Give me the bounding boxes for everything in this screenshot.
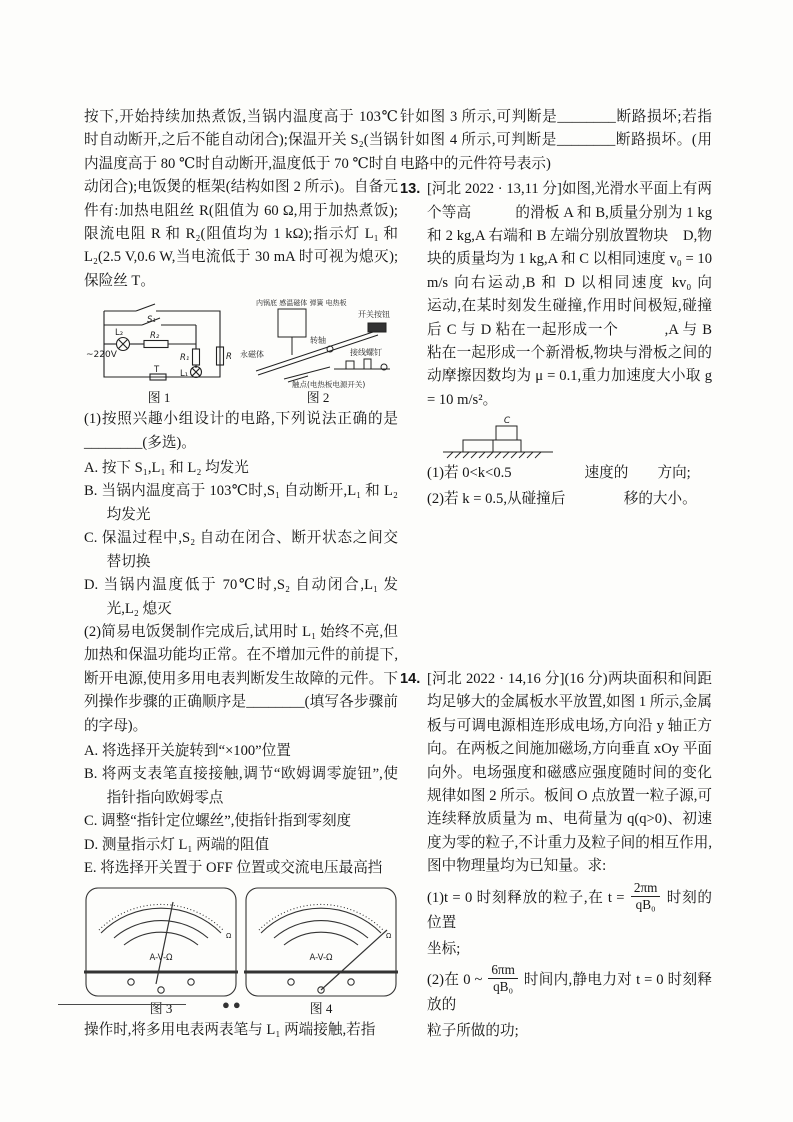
cooker-structure-diagram: [238, 297, 398, 389]
label-contact: 触点(电热板电源开关): [292, 380, 366, 390]
figure-4-caption: 图 4: [309, 1001, 333, 1017]
question-14-part-1: [427, 881, 712, 936]
sliders-diagram: [427, 414, 567, 460]
q2-option-e: E. 将选择开关置于 OFF 位置或交流电压最高挡: [84, 859, 383, 876]
question-13-part-1: (1)若 0<k<0.5 速度的 方向;: [427, 465, 691, 482]
question-14-body: [河北 2022 · 14,16 分](16 分)两块面积和间距均足够大的金属板水平放置,如图 1 所示,金属板与可调电源相连形成电场,方向沿 y 轴正方向。在两板之间施加磁场,方向垂直 xOy 平面向外。电场强度和磁感应强度随时间的变化规律如图 2 所示。板间 O 点放置一粒子源,可连续释放质量为 m、电荷量为 q(q>0)、初速度为零的粒子,不计重力及粒子间的相互作用,图中物理量均为已知量。求:: [427, 671, 712, 875]
closing-line: 操作时,将多用电表两表笔与 L₁ 两端接触,若指: [84, 1022, 376, 1039]
label-top-parts: 内锅底 感温磁体 弹簧 电热板: [256, 299, 347, 308]
q14-p2-line2: 粒子所做的功;: [427, 1022, 519, 1039]
question-13-figure: [427, 414, 712, 460]
figure-3-multimeter: [84, 886, 238, 1017]
figure-1-circuit: [84, 297, 234, 406]
label-t: T: [154, 365, 160, 376]
label-block-c: C: [503, 416, 511, 427]
question-14: [400, 668, 712, 1045]
right-column-q14: [400, 668, 712, 1045]
multimeter-4: [244, 886, 398, 1000]
label-220v: ~220V: [86, 350, 117, 361]
label-axle: 转轴: [310, 336, 326, 346]
q14-p1-denominator: qB₀: [635, 896, 656, 912]
label-r1: R₁: [180, 353, 190, 364]
q14-p1-numerator: 2πm: [631, 881, 661, 897]
q2-option-a: A. 将选择开关旋转到“×100”位置: [84, 742, 291, 759]
continuation-paragraph: 针如图 3 所示,可判断是________断路损坏;若指针如图 4 所示,可判断是________断路损坏。(用电路中的元件符号表示): [400, 109, 712, 172]
q2-option-b: B. 将两支表笔直接接触,调节“欧姆调零旋钮”,使指针指向欧姆零点: [84, 766, 398, 806]
figure-3-caption: 图 3: [149, 1001, 173, 1017]
q1-option-c: C. 保温过程中,S₂ 自动在闭合、断开状态之间交替切换: [84, 530, 398, 570]
q14-p2-suffix: 时间内,静电力对 t = 0 时刻释放的: [427, 971, 712, 1014]
figure-4-multimeter: [244, 886, 398, 1017]
q14-p2-denominator: qB₀: [493, 979, 514, 995]
label-r: R: [226, 352, 232, 363]
question-1-stem: (1)按照兴趣小组设计的电路,下列说法正确的是________(多选)。: [84, 411, 398, 451]
figure-2-structure: [238, 297, 398, 406]
question-13-number: 13.: [400, 181, 421, 198]
intro-paragraph: 按下,开始持续加热煮饭,当锅内温度高于 103℃ 时自动断开,之后不能自动闭合);保温开关 S₂(当锅内温度高于 80 ℃时自动断开,温度低于 70 ℃时自动闭合);电饭煲的框架(结构如图 2 所示)。自备元件有:加热电阻丝 R(阻值为 60 Ω,用于加热煮饭);限流电阻 R 和 R₂(阻值均为 1 kΩ);指示灯 L₁ 和 L₂(2.5 V,0.6 W,当电流低于 30 mA 时可视为熄灭);保险丝 T。: [84, 109, 398, 289]
question-14-number: 14.: [400, 671, 421, 687]
omega-mark-4: Ω: [386, 932, 392, 941]
q14-p1-line2: 坐标;: [427, 940, 461, 957]
q1-option-b: B. 当锅内温度高于 103℃时,S₁ 自动断开,L₁ 和 L₂ 均发光: [84, 483, 398, 523]
footer-dots: ●●: [222, 997, 244, 1012]
question-13-part-2: (2)若 k = 0.5,从碰撞后 移的大小。: [427, 490, 697, 507]
q1-option-a: A. 按下 S₁,L₁ 和 L₂ 均发光: [84, 460, 249, 477]
label-switch-button: 开关按钮: [358, 310, 390, 320]
q14-p1-prefix: (1)t = 0 时刻释放的粒子,在 t =: [427, 889, 625, 906]
label-l2: L₂: [115, 328, 124, 339]
question-13-body: [河北 2022 · 13,11 分]如图,光滑水平面上有两个等高 的滑板 A 和 B,质量分别为 1 kg 和 2 kg,A 右端和 B 左端分别放置物块 D,物块的质量均为 1 kg,A 和 C 以相同速度 v₀ = 10 m/s 向右运动,B 和 D 以相同速度 kv₀ 向 运动,在某时刻发生碰撞,作用时间极短,碰撞后 C 与 D 粘在一起形成一个 ,A 与 B 粘在一起形成一个新滑板,物块与滑板之间的动摩擦因数均为 μ = 0.1,重力加速度大小取 g = 10 m/s²。: [427, 181, 742, 408]
q14-p1-suffix: 时刻的位置: [427, 889, 712, 932]
right-column-top: [400, 106, 742, 513]
circuit-diagram: [84, 297, 234, 389]
label-s1: S₁: [147, 315, 156, 326]
q14-p2-numerator: 6πm: [488, 963, 518, 979]
question-14-part-2: [427, 963, 712, 1018]
q1-option-d: D. 当锅内温度低于 70℃时,S₂ 自动闭合,L₁ 发光,L₂ 熄灭: [84, 577, 398, 617]
left-column: [84, 106, 398, 1045]
figure-1-caption: 图 1: [147, 390, 171, 406]
q14-p1-fraction: [631, 881, 661, 913]
figure-2-caption: 图 2: [306, 390, 330, 406]
multimeter-3: [84, 886, 238, 1000]
q14-p2-prefix: (2)在 0 ~: [427, 971, 483, 988]
label-screw: 接线螺钉: [350, 348, 382, 358]
dial-label-3: A-V-Ω: [149, 953, 173, 964]
q14-p2-fraction: [488, 963, 518, 995]
footer-rule: [58, 1004, 186, 1005]
figure-row-1: [84, 297, 398, 406]
label-l1: L₁: [180, 369, 189, 380]
dial-label-4: A-V-Ω: [309, 953, 333, 964]
question-2-stem: (2)简易电饭煲制作完成后,试用时 L₁ 始终不亮,但加热和保温功能均正常。在不增加元件的前提下,断开电源,使用多用电表判断发生故障的元件。下列操作步骤的正确顺序是________(填写各步骤前的字母)。: [84, 623, 398, 734]
label-r2: R₂: [150, 331, 160, 342]
label-magnet: 永磁体: [240, 350, 264, 360]
q2-option-d: D. 测量指示灯 L₁ 两端的阻值: [84, 836, 270, 853]
omega-mark-3: Ω: [226, 932, 232, 941]
q2-option-c: C. 调整“指针定位螺丝”,使指针指到零刻度: [84, 813, 352, 830]
question-13: [400, 178, 742, 513]
